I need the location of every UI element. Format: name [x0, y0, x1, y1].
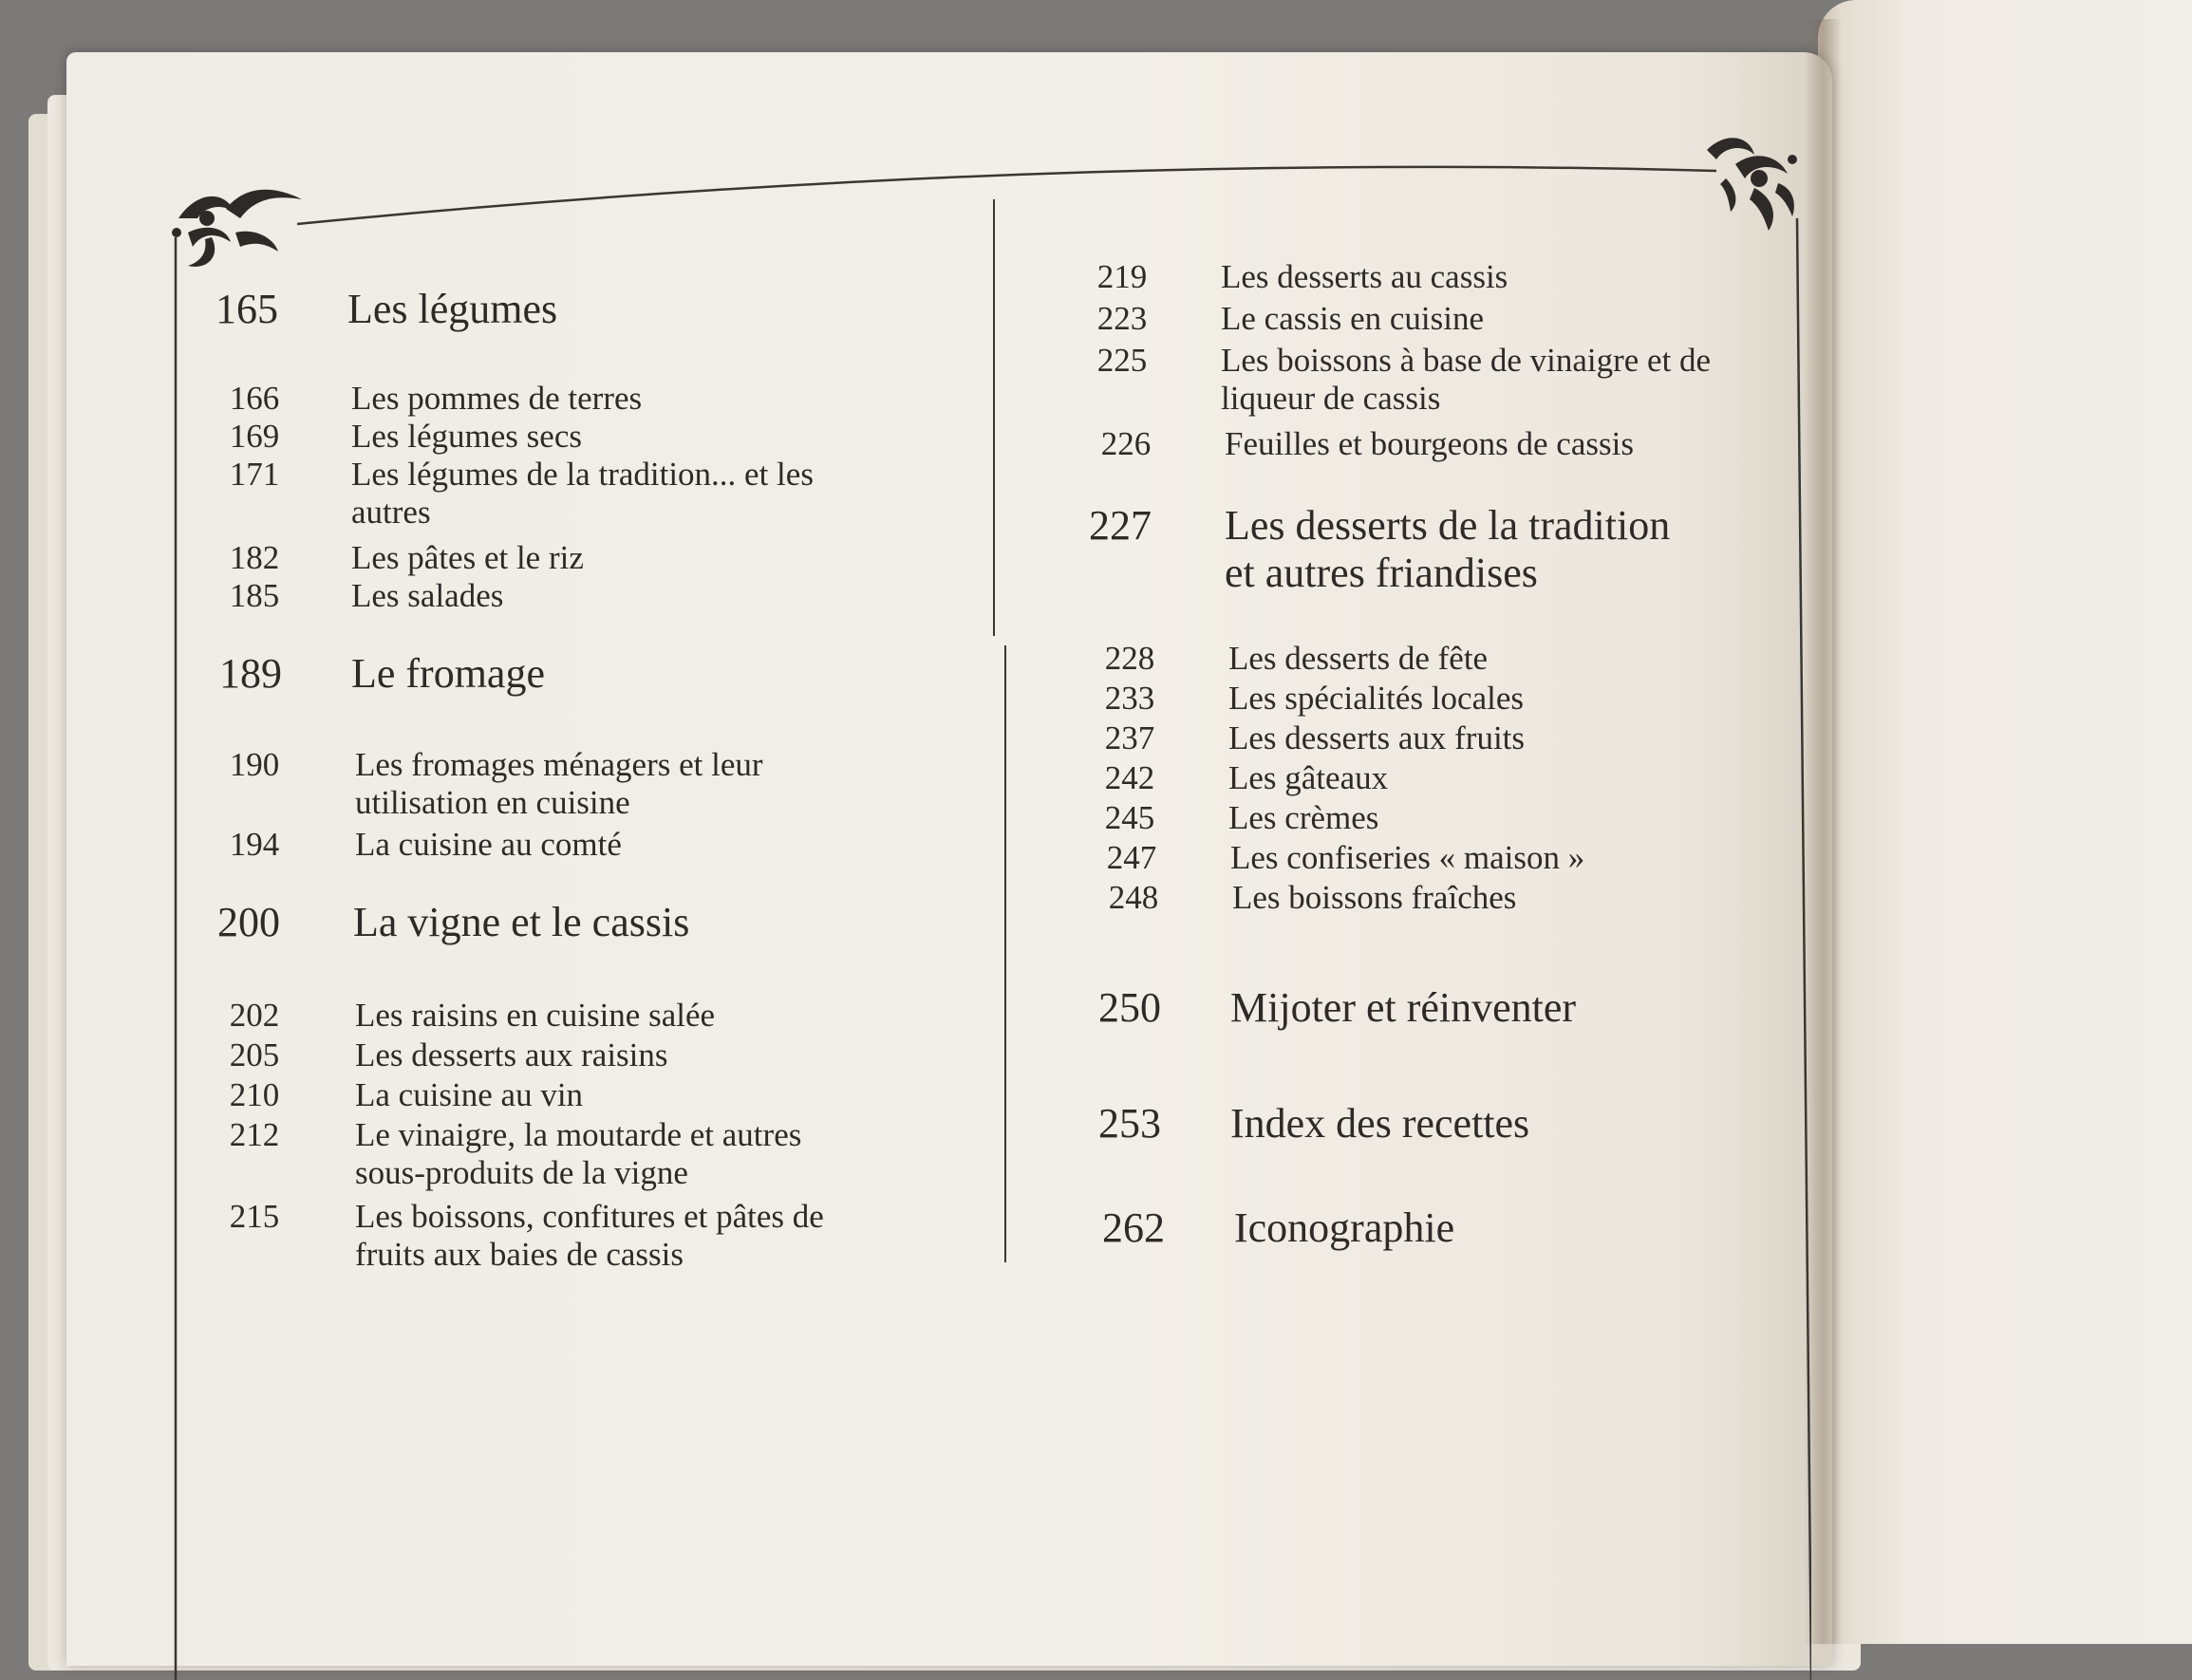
toc-entry-title-line: Les fromages ménagers et leur [355, 746, 763, 783]
toc-page-number: 205 [229, 1036, 280, 1073]
toc-entry-title: Les boissons fraîches [1232, 879, 1517, 916]
toc-page-number: 226 [1100, 425, 1152, 462]
toc-page-number: 223 [1096, 300, 1148, 337]
toc-entry-title: Les raisins en cuisine salée [355, 997, 716, 1034]
floral-scroll-icon [169, 180, 311, 280]
toc-entry-title [1221, 342, 1711, 418]
toc-entry [213, 649, 545, 698]
toc-entry-title: Les crèmes [1228, 799, 1379, 836]
toc-entry-title-line: Le vinaigre, la moutarde et autres [355, 1116, 802, 1153]
toc-entry [1092, 799, 1378, 837]
toc-entry [1092, 759, 1388, 797]
toc-page-number: 227 [1089, 502, 1152, 549]
toc-entry [216, 997, 715, 1035]
toc-page-number: 228 [1104, 640, 1155, 677]
toc-entry-title: La vigne et le cassis [353, 899, 690, 945]
toc-entry-title: Feuilles et bourgeons de cassis [1225, 425, 1634, 462]
toc-page-number: 248 [1108, 879, 1159, 916]
toc-entry-title: Les pâtes et le riz [351, 539, 584, 576]
toc-entry [1092, 680, 1524, 718]
toc-entry-title: Les gâteaux [1228, 759, 1389, 796]
toc-entry-title: Les desserts au cassis [1221, 258, 1508, 295]
toc-page-number: 169 [229, 418, 280, 455]
toc-entry [216, 418, 582, 456]
toc-entry-title: Les confiseries « maison » [1230, 839, 1585, 876]
toc-page-number: 215 [229, 1198, 280, 1235]
toc-page-number: 190 [229, 746, 280, 783]
toc-entry-title [351, 456, 814, 532]
toc-entry [216, 456, 814, 532]
toc-entry [1092, 1099, 1529, 1148]
toc-page-number: 225 [1096, 342, 1148, 379]
toc-entry [216, 1116, 801, 1192]
toc-entry-title: La cuisine au comté [355, 826, 622, 863]
toc-entry-title-line: sous-produits de la vigne [355, 1154, 688, 1191]
toc-entry [216, 1198, 824, 1274]
toc-entry [216, 539, 584, 577]
toc-page-number: 202 [229, 997, 280, 1034]
toc-entry-title-line: Les boissons à base de vinaigre et de [1221, 342, 1712, 379]
toc-page-number: 171 [229, 456, 280, 493]
toc-entry-title-line: Les boissons, confitures et pâtes de [355, 1198, 824, 1235]
toc-entry-title: La cuisine au vin [355, 1076, 584, 1113]
toc-entry-title-line: utilisation en cuisine [355, 784, 630, 821]
toc-page-number: 262 [1102, 1204, 1165, 1251]
toc-entry-title-line: et autres friandises [1225, 550, 1538, 596]
toc-page-number: 182 [229, 539, 280, 576]
toc-entry-title-line: Les légumes de la tradition... et les [351, 456, 814, 493]
toc-entry [1096, 879, 1516, 917]
toc-entry-title: Mijoter et réinventer [1230, 984, 1577, 1031]
toc-entry-title [355, 1116, 801, 1192]
toc-page-number: 245 [1104, 799, 1155, 836]
toc-entry [1084, 258, 1508, 296]
toc-entry [1096, 1204, 1454, 1252]
toc-entry [1092, 719, 1525, 757]
toc-entry-title: Les desserts de fête [1228, 640, 1489, 677]
toc-page-number: 219 [1096, 258, 1148, 295]
toc-entry-title: Les salades [351, 577, 504, 614]
toc-page-number: 185 [229, 577, 280, 614]
toc-page-number: 165 [215, 286, 278, 332]
toc-page-number: 237 [1104, 719, 1155, 756]
toc-entry-title-line: fruits aux baies de cassis [355, 1236, 684, 1273]
toc-entry-title: Iconographie [1234, 1204, 1455, 1251]
toc-entry-title-line: autres [351, 494, 431, 531]
toc-page-number: 189 [219, 650, 282, 697]
toc-page-number: 242 [1104, 759, 1155, 796]
toc-entry-title: Les desserts aux raisins [355, 1036, 668, 1073]
column-divider [993, 199, 995, 636]
toc-entry [211, 898, 689, 946]
toc-entry-title-line: Les desserts de la tradition [1225, 502, 1671, 549]
toc-entry-title: Index des recettes [1230, 1100, 1530, 1147]
toc-page-number: 194 [229, 826, 280, 863]
toc-entry-title: Les desserts aux fruits [1228, 719, 1526, 756]
toc-entry [1084, 300, 1484, 338]
toc-entry-title [1225, 502, 1670, 597]
book-gutter [1804, 19, 1842, 1644]
toc-entry [209, 285, 557, 333]
toc-entry-title [355, 1198, 824, 1274]
column-divider [1004, 645, 1006, 1262]
toc-page-number: 210 [229, 1076, 280, 1113]
toc-entry [1082, 501, 1670, 597]
toc-entry [1092, 640, 1488, 678]
toc-entry-title: Les légumes [347, 286, 558, 332]
toc-page-number: 200 [217, 899, 280, 945]
toc-entry [216, 1036, 668, 1074]
toc-entry-title: Le fromage [351, 650, 545, 697]
toc-entry-title: Les spécialités locales [1228, 680, 1524, 717]
toc-entry-title: Le cassis en cuisine [1221, 300, 1484, 337]
toc-entry [216, 380, 642, 418]
toc-page-number: 166 [229, 380, 280, 417]
toc-entry [216, 746, 763, 822]
toc-entry-title [355, 746, 763, 822]
right-page [1818, 0, 2192, 1644]
toc-page-number: 250 [1098, 984, 1161, 1031]
toc-page-number: 247 [1106, 839, 1157, 876]
floral-scroll-icon [1697, 131, 1802, 240]
toc-entry [1094, 839, 1584, 877]
toc-entry-title: Les légumes secs [351, 418, 582, 455]
toc-page-number: 253 [1098, 1100, 1161, 1147]
toc-page-number: 212 [229, 1116, 280, 1153]
toc-entry [1092, 983, 1576, 1032]
toc-entry [216, 577, 503, 615]
toc-entry [1088, 425, 1634, 463]
toc-entry [216, 1076, 583, 1114]
toc-entry [1084, 342, 1711, 418]
toc-entry [216, 826, 622, 864]
toc-page-number: 233 [1104, 680, 1155, 717]
toc-entry-title: Les pommes de terres [351, 380, 643, 417]
toc-entry-title-line: liqueur de cassis [1221, 380, 1441, 417]
